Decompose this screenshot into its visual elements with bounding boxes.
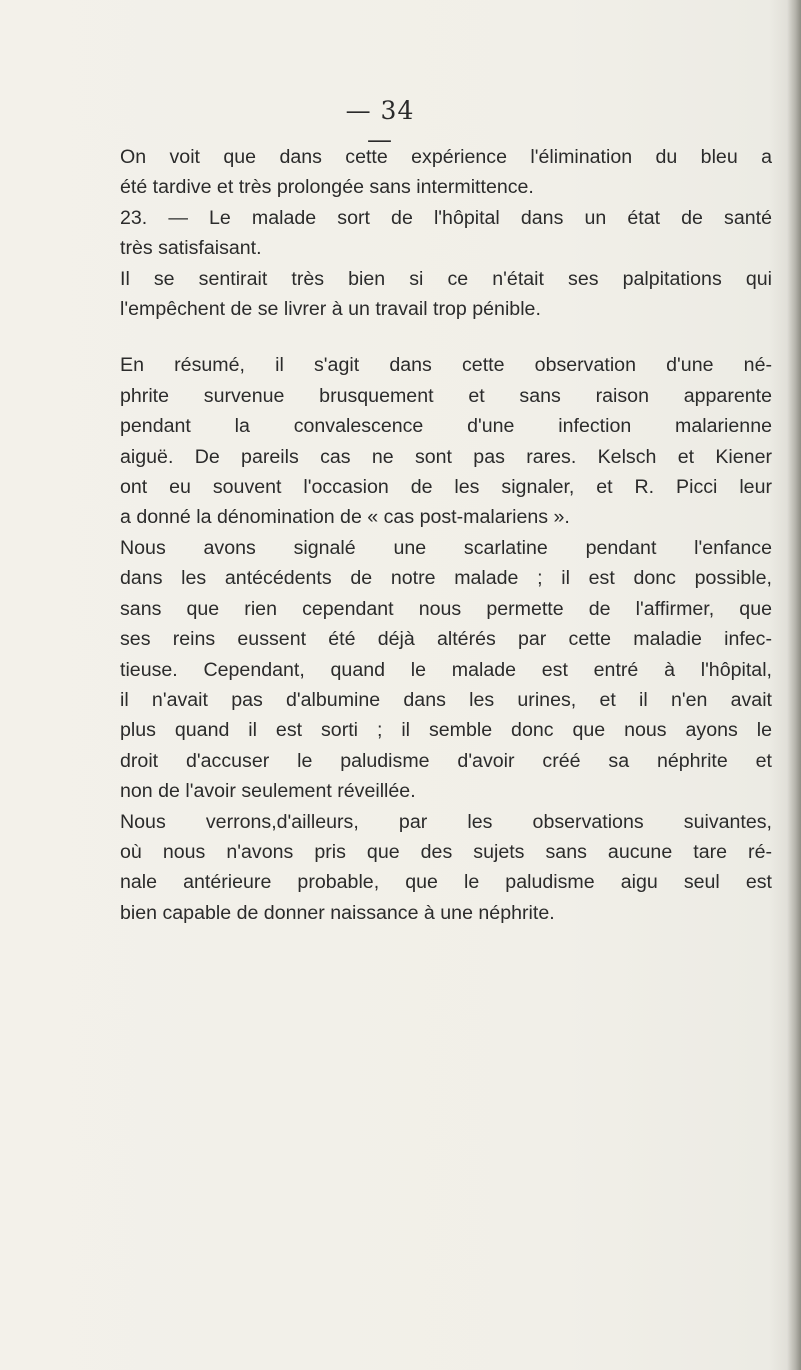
paragraph: [100, 203, 772, 264]
text-line: a donné la dénomination de « cas post-malariens ».: [120, 506, 570, 529]
text-line: été tardive et très prolongée sans intermittence.: [120, 176, 534, 199]
paragraph: [100, 807, 772, 929]
text-line: En résumé, il s'agit dans cette observation d'une né-: [120, 354, 772, 377]
text-line: droit d'accuser le paludisme d'avoir créé sa néphrite et: [120, 749, 772, 772]
text-line: l'empêchent de se livrer à un travail trop pénible.: [120, 298, 541, 321]
text-line: sans que rien cependant nous permette de l'affirmer, que: [120, 597, 772, 620]
text-line: très satisfaisant.: [120, 237, 262, 260]
text-line: plus quand il est sorti ; il semble donc que nous ayons le: [120, 719, 772, 742]
paragraph: [100, 264, 772, 325]
text-line: Nous verrons,d'ailleurs, par les observations suivantes,: [120, 810, 772, 833]
paragraph: [100, 533, 772, 807]
text-line: où nous n'avons pris que des sujets sans aucune tare ré-: [120, 840, 772, 863]
text-line: Nous avons signalé une scarlatine pendant l'enfance: [120, 536, 772, 559]
text-line: 23. — Le malade sort de l'hôpital dans un état de santé: [120, 206, 772, 229]
paragraph: [100, 350, 772, 532]
text-line: nale antérieure probable, que le paludisme aigu seul est: [120, 871, 772, 894]
text-line: aiguë. De pareils cas ne sont pas rares. Kelsch et Kiener: [120, 445, 772, 468]
text-line: ses reins eussent été déjà altérés par cette maladie infec-: [120, 628, 772, 651]
text-line: ont eu souvent l'occasion de les signaler, et R. Picci leur: [120, 476, 772, 499]
text-line: phrite survenue brusquement et sans raison apparente: [120, 384, 772, 407]
text-line: non de l'avoir seulement réveillée.: [120, 780, 416, 803]
body-text: [100, 142, 772, 928]
text-line: bien capable de donner naissance à une néphrite.: [120, 901, 555, 924]
paragraph: [100, 142, 772, 203]
text-line: Il se sentirait très bien si ce n'était ses palpitations qui: [120, 267, 772, 290]
page-edge-shadow: [787, 0, 801, 1370]
text-line: On voit que dans cette expérience l'élimination du bleu a: [120, 146, 772, 168]
page-number: — 34 —: [345, 96, 415, 154]
text-line: dans les antécédents de notre malade ; il est donc possible,: [120, 567, 772, 590]
text-line: il n'avait pas d'albumine dans les urines, et il n'en avait: [120, 688, 772, 711]
text-line: pendant la convalescence d'une infection malarienne: [120, 415, 772, 438]
text-line: tieuse. Cependant, quand le malade est entré à l'hôpital,: [120, 658, 772, 681]
